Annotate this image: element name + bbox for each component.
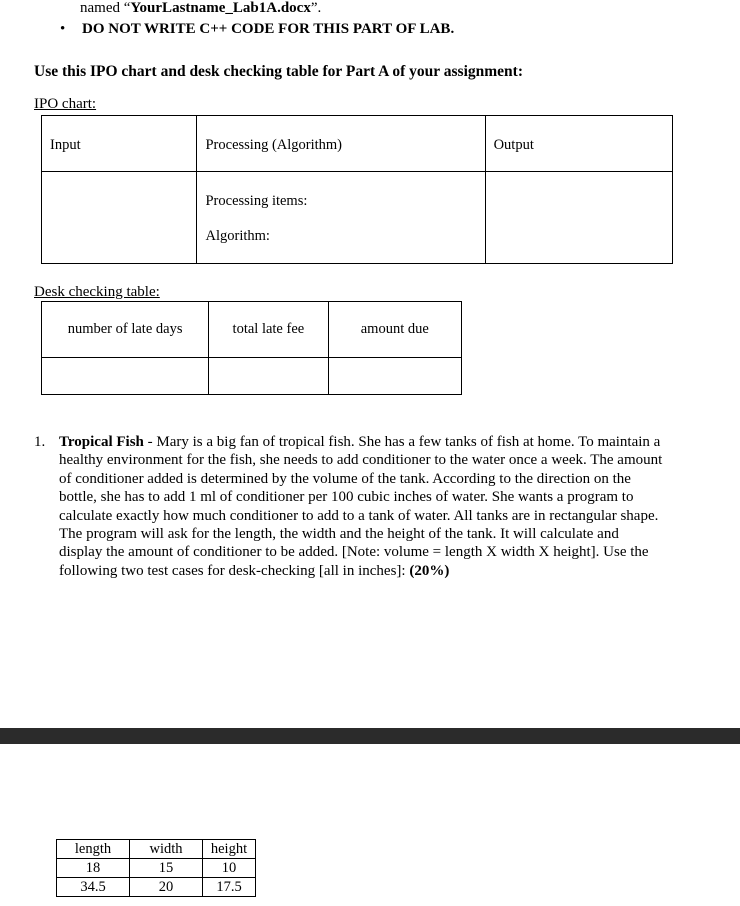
desk-cell-late-days[interactable]	[42, 358, 209, 395]
desk-checking-table	[41, 301, 462, 395]
desk-header-late-days: number of late days	[42, 302, 209, 358]
page-separator	[0, 728, 740, 744]
test-cell: 15	[130, 859, 203, 878]
test-cell: 34.5	[57, 878, 130, 897]
problem-statement	[34, 433, 664, 580]
table-row	[57, 859, 256, 878]
table-row	[57, 878, 256, 897]
test-cell: 18	[57, 859, 130, 878]
desk-cell-total-fee[interactable]	[209, 358, 328, 395]
ipo-input-cell[interactable]	[42, 172, 197, 264]
ipo-header-processing: Processing (Algorithm)	[197, 116, 485, 172]
test-header-width: width	[130, 840, 203, 859]
filename: YourLastname_Lab1A.docx	[130, 0, 311, 16]
problem-body: - Mary is a big fan of tropical fish. She has a few tanks of fish at home. To maintain a healthy environment for the fish, she needs to add conditioner to the water once a week. The amount of conditioner added is determined by the volume of the tank. According to the direction on the bottle, she has to add 1 ml of conditioner per 100 cubic inches of water. She wants a program to calculate exactly how much conditioner to add to a tank of water. All tanks are in rectangular shape. The program will ask for the length, the width and the height of the tank. It will calculate and display the amount of conditioner to be added. [Note: volume = length X width X height]. Use the following two test cases for desk-checking [all in inches]:	[59, 434, 663, 579]
desk-header-amount-due: amount due	[328, 302, 461, 358]
problem-number: 1.	[34, 434, 46, 450]
desk-cell-amount-due[interactable]	[328, 358, 461, 395]
filename-line	[80, 0, 321, 17]
desk-header-total-fee: total late fee	[209, 302, 328, 358]
algorithm-label: Algorithm:	[205, 228, 270, 244]
ipo-chart-table	[41, 115, 673, 264]
ipo-chart-label: IPO chart:	[34, 96, 97, 112]
ipo-output-cell[interactable]	[485, 172, 672, 264]
test-cell: 10	[203, 859, 256, 878]
instruction-heading: Use this IPO chart and desk checking table for Part A of your assignment:	[34, 63, 523, 80]
test-header-length: length	[57, 840, 130, 859]
desk-checking-label: Desk checking table:	[34, 284, 160, 300]
test-cell: 17.5	[203, 878, 256, 897]
test-cases-table	[56, 839, 256, 897]
processing-items-label: Processing items:	[205, 193, 308, 209]
problem-title: Tropical Fish	[59, 434, 144, 450]
no-cpp-warning: DO NOT WRITE C++ CODE FOR THIS PART OF LAB.	[82, 21, 455, 37]
test-header-height: height	[203, 840, 256, 859]
named-suffix: ”.	[310, 0, 322, 16]
test-cell: 20	[130, 878, 203, 897]
ipo-header-input: Input	[42, 116, 197, 172]
problem-weight: (20%)	[409, 562, 450, 579]
named-prefix: named “	[80, 0, 131, 16]
ipo-header-output: Output	[485, 116, 672, 172]
ipo-processing-cell[interactable]	[197, 172, 485, 264]
bullet-symbol: •	[60, 21, 66, 37]
